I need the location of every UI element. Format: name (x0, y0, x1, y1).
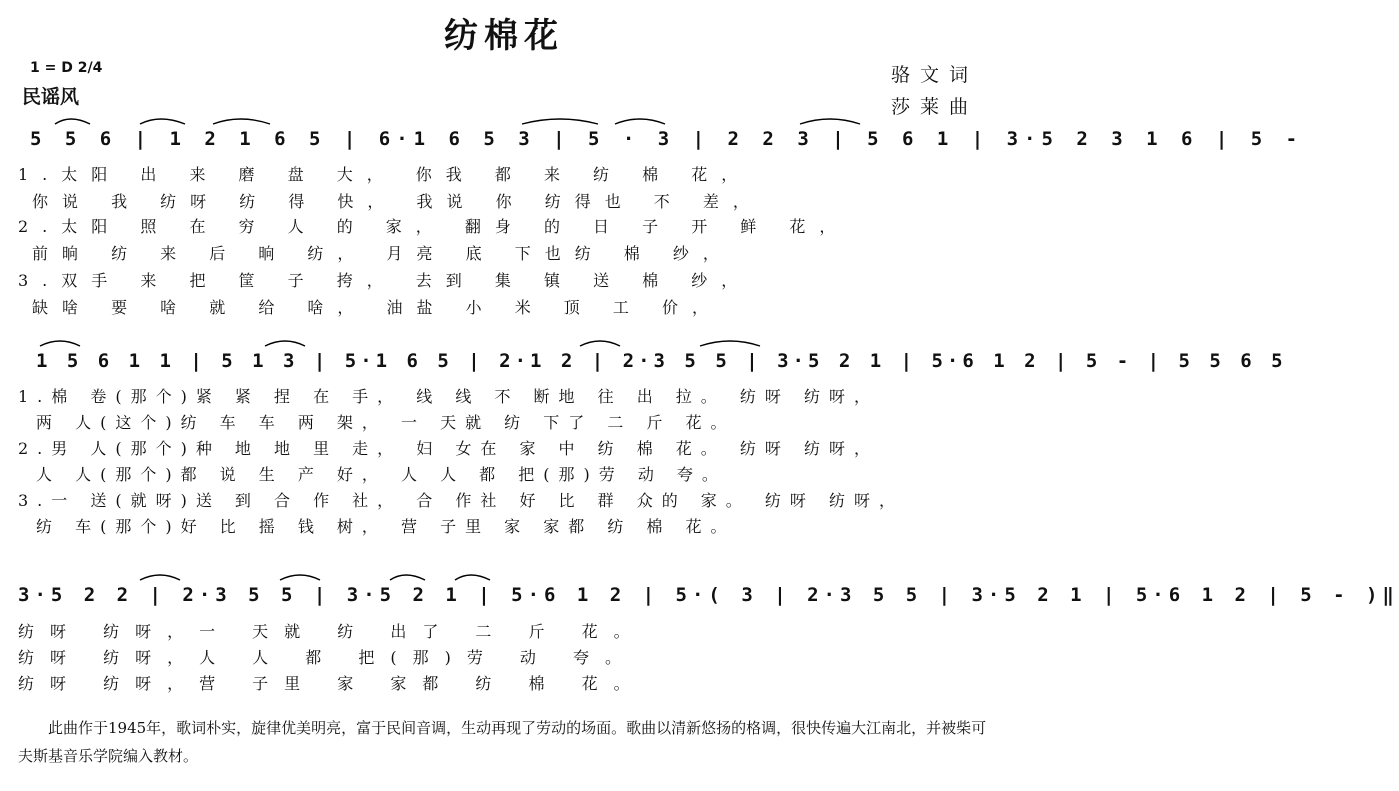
lyric-line: 两 人(这个)纺 车 车 两 架， 一 天就 纺 下了 二 斤 花。 (36, 413, 736, 432)
score-line-1: 5 5 6 | 1 2 1 6 5 | 6·1 6 5 3 | 5 · 3 | 2 2 3 | 5 6 1 | 3·5 2 3 1 6 | 5 - (30, 128, 1304, 150)
lyric-line: 纺呀 纺呀，营 子里 家 家都 纺 棉 花。 (18, 674, 646, 693)
lyric-line: 你说 我 纺呀 纺 得 快， 我说 你 纺得也 不 差， (32, 192, 763, 211)
lyric-line: 1.棉 卷(那个)紧 紧 捏 在 手， 线 线 不 断地 往 出 拉。 纺呀 纺呀， (18, 387, 879, 406)
score-line-2: 1 5 6 1 1 | 5 1 3 | 5·1 6 5 | 2·1 2 | 2·3 5 5 | 3·5 2 1 | 5·6 1 2 | 5 - | 5 5 6 5 (36, 350, 1287, 372)
lyric-line: 3.一 送(就呀)送 到 合 作 社， 合 作社 好 比 群 众的 家。 纺呀 纺呀， (18, 491, 904, 510)
lyric-line: 缺啥 要 啥 就 给 啥， 油盐 小 米 顶 工 价， (32, 298, 722, 317)
lyric-line: 2.男 人(那个)种 地 地 里 走， 妇 女在 家 中 纺 棉 花。 纺呀 纺呀， (18, 439, 879, 458)
footnote: 此曲作于1945年，歌词朴实，旋律优美明亮，富于民间音调，生动再现了劳动的场面。歌曲以清新悠扬的格调，很快传遍大江南北，并被柴可夫斯基音乐学院编入教材。 (18, 719, 987, 765)
lyric-line: 3.双手 来 把 筐 子 挎， 去到 集 镇 送 棉 纱， (18, 271, 752, 290)
page-title: 纺棉花 (444, 16, 564, 56)
lyric-line: 人 人(那个)都 说 生 产 好， 人 人 都 把(那)劳 动 夸。 (36, 465, 727, 484)
lyric-line: 纺呀 纺呀，人 人 都 把(那)劳 动 夸。 (18, 648, 638, 667)
lyric-line: 前晌 纺 来 后 晌 纺， 月亮 底 下也纺 棉 纱， (32, 244, 733, 263)
score-line-3: 3·5 2 2 | 2·3 5 5 | 3·5 2 1 | 5·6 1 2 | 5·( 3 | 2·3 5 5 | 3·5 2 1 | 5·6 1 2 | 5 - )‖ (18, 584, 1399, 606)
lyric-line: 纺呀 纺呀，一 天就 纺 出了 二 斤 花。 (18, 622, 646, 641)
style-label: 民谣风 (22, 86, 80, 108)
lyric-line: 1.太阳 出 来 磨 盘 大， 你我 都 来 纺 棉 花， (18, 165, 752, 184)
composer-credit: 莎莱曲 (890, 96, 978, 118)
lyric-line: 纺 车(那个)好 比 摇 钱 树， 营 子里 家 家都 纺 棉 花。 (36, 517, 736, 536)
lyric-line: 2.太阳 照 在 穷 人 的 家， 翻身 的 日 子 开 鲜 花， (18, 217, 850, 236)
lyricist-credit: 骆文词 (890, 64, 978, 86)
key-signature: 1 = D 2/4 (30, 60, 103, 76)
